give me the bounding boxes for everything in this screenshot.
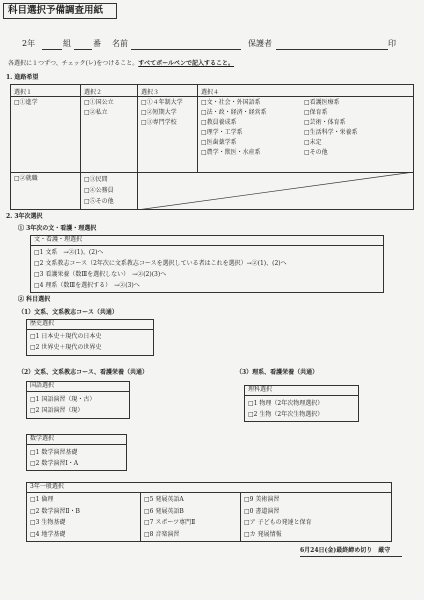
option-kokkoritsu[interactable]: □①国公立	[84, 99, 114, 106]
page-title: 科目選択予備調査用紙	[8, 5, 104, 16]
rekishi-option[interactable]: □2 世界史＋現代の世界史	[30, 344, 102, 351]
kokugo-option[interactable]: □1 国語演習（現・古）	[30, 396, 96, 403]
ippan-option[interactable]: □2 数学演習Ⅱ・B	[30, 507, 80, 515]
kokugo-list	[30, 394, 95, 416]
ippan-option[interactable]: □7 スポーツ専門Ⅱ	[144, 519, 196, 526]
rekishi-list	[30, 331, 101, 353]
field-option[interactable]: □保育系	[304, 109, 328, 116]
ippan-option[interactable]: □8 音楽演習	[144, 530, 180, 538]
rika-option[interactable]: □1 物理（2年次物理選択）	[248, 400, 324, 407]
field-option[interactable]: □生活科学・栄養系	[304, 129, 358, 136]
field-option[interactable]: □文・社会・外国語系	[201, 99, 261, 106]
guardian-label: 保護者	[248, 39, 272, 48]
section1-heading: 1. 進路希望	[6, 74, 39, 81]
bunri-title: 文・看護・理選択	[34, 236, 83, 243]
ippan-option[interactable]: □1 倫理	[30, 496, 54, 503]
ippan-list-1	[30, 494, 80, 540]
seal-label: 印	[388, 39, 396, 48]
field-option[interactable]: □芸術・体育系	[304, 119, 346, 126]
name-label: 名前	[112, 39, 128, 48]
rika-divider	[244, 395, 359, 396]
field-list-a	[201, 98, 267, 158]
rika-list	[248, 398, 323, 420]
diagonal-strike	[137, 172, 414, 210]
ippan-option[interactable]: □5 発展英語A	[144, 496, 184, 503]
rekishi-option[interactable]: □1 日本史＋現代の日本史	[30, 333, 102, 340]
name-field[interactable]	[131, 49, 241, 50]
ippan-option[interactable]: □カ 発展情報	[244, 530, 282, 538]
option-private-sector[interactable]: □③民間	[84, 176, 108, 183]
option-list	[14, 98, 38, 108]
bunri-list	[34, 247, 287, 291]
ippan-divider	[26, 492, 392, 493]
sugaku-list	[30, 447, 78, 469]
field-option[interactable]: □医歯薬学系	[201, 139, 237, 146]
deadline-note: 6月24日(金)最終締め切り 厳守	[300, 547, 391, 554]
option-civil-servant[interactable]: □④公務員	[84, 187, 114, 194]
field-option[interactable]: □法・政・経済・経営系	[201, 109, 267, 116]
ippan-option[interactable]: □9 美術演習	[244, 496, 280, 503]
sugaku-title: 数学選択	[30, 435, 55, 442]
field-option[interactable]: □理学・工学系	[201, 129, 243, 136]
field-option[interactable]: □その他	[304, 149, 328, 156]
class-field[interactable]	[42, 49, 62, 50]
header-divider	[10, 96, 414, 97]
option-list	[84, 174, 114, 207]
col-header-1: 選択１	[14, 89, 33, 96]
ippan-list-2	[144, 494, 195, 540]
bunri-option[interactable]: □4 理系（数Ⅲを選択する） →②(3)へ	[34, 282, 140, 289]
ippan-option[interactable]: □ア 子どもの発達と保育	[244, 519, 312, 526]
kokugo-title: 国語選択	[30, 382, 55, 389]
ippan-title: 3年一般選択	[30, 483, 64, 490]
field-option[interactable]: □未定	[304, 139, 322, 146]
deadline-underline	[300, 556, 402, 557]
field-list-b	[304, 98, 358, 158]
number-label: 番	[93, 39, 101, 48]
guardian-field[interactable]	[276, 49, 388, 50]
kokugo-option[interactable]: □2 国語演習（現）	[30, 407, 84, 414]
field-option[interactable]: □看護医療系	[304, 99, 340, 106]
instruction-text: 各選択に１つずつ、チェック(レ)をつけること。すべてボールペンで記入すること。	[8, 60, 235, 67]
part3-heading: （3）理系、看護栄養（共通）	[236, 369, 319, 376]
ippan-list-3	[244, 494, 312, 540]
rekishi-divider	[26, 329, 154, 330]
ippan-option[interactable]: □6 発展英語B	[144, 507, 184, 515]
rika-title: 理科選択	[248, 386, 273, 393]
bunri-divider	[30, 245, 384, 246]
ippan-col-divider-2	[240, 492, 241, 542]
bunri-option[interactable]: □2 文系教志コース（2年次に文系教志コースを選択している者はこれを選択）→②(1)、(2)へ	[34, 260, 287, 267]
option-shushoku[interactable]: □②就職	[14, 175, 38, 182]
subsection1-heading: ① 3年次の文・看護・理選択	[18, 225, 97, 232]
ippan-option[interactable]: □0 書道演習	[244, 507, 280, 515]
ippan-option[interactable]: □3 生物基礎	[30, 519, 66, 526]
col-divider-3	[197, 84, 198, 172]
col-header-4: 選択４	[201, 89, 220, 96]
col-header-3: 選択３	[141, 89, 160, 96]
grade-label: 2年	[22, 39, 36, 48]
part2-heading: （2）文系、文系教志コース、看護栄養（共通）	[18, 369, 149, 376]
option-vocational[interactable]: □③専門学校	[141, 119, 177, 126]
ippan-option[interactable]: □4 地学基礎	[30, 530, 66, 538]
col-divider-1	[80, 84, 81, 210]
option-shingaku[interactable]: □①進学	[14, 99, 38, 106]
kokugo-divider	[26, 391, 130, 392]
option-junior-college[interactable]: □②短期大学	[141, 109, 177, 116]
part1-heading: （1）文系、文系教志コース（共通）	[18, 309, 118, 316]
option-other[interactable]: □⑤その他	[84, 198, 114, 205]
section2-heading: 2. 3年次選択	[6, 213, 43, 220]
col-header-2: 選択２	[84, 89, 103, 96]
option-list	[84, 98, 114, 118]
bunri-option[interactable]: □3 看護栄養（数Ⅲを選択しない） →②(2)(3)へ	[34, 271, 167, 278]
rekishi-title: 歴史選択	[30, 320, 55, 327]
bunri-option[interactable]: □1 文系 →②(1)、(2)へ	[34, 249, 104, 256]
option-list	[14, 174, 38, 184]
sugaku-option[interactable]: □2 数学演習Ⅰ・A	[30, 460, 79, 467]
class-label: 組	[63, 39, 71, 48]
ippan-col-divider-1	[140, 492, 141, 542]
field-option[interactable]: □農学・獣医・水産系	[201, 149, 261, 156]
option-list	[141, 98, 183, 128]
ippan-box	[26, 482, 392, 542]
subsection2-heading: ② 科目選択	[18, 296, 51, 303]
option-4year[interactable]: □①４年制大学	[141, 99, 183, 106]
number-field[interactable]	[74, 49, 92, 50]
sugaku-option[interactable]: □1 数学演習基礎	[30, 449, 78, 456]
option-shiritsu[interactable]: □②私立	[84, 109, 108, 116]
sugaku-divider	[26, 444, 127, 445]
field-option[interactable]: □教員養成系	[201, 119, 237, 126]
rika-option[interactable]: □2 生物（2年次生物選択）	[248, 411, 324, 418]
